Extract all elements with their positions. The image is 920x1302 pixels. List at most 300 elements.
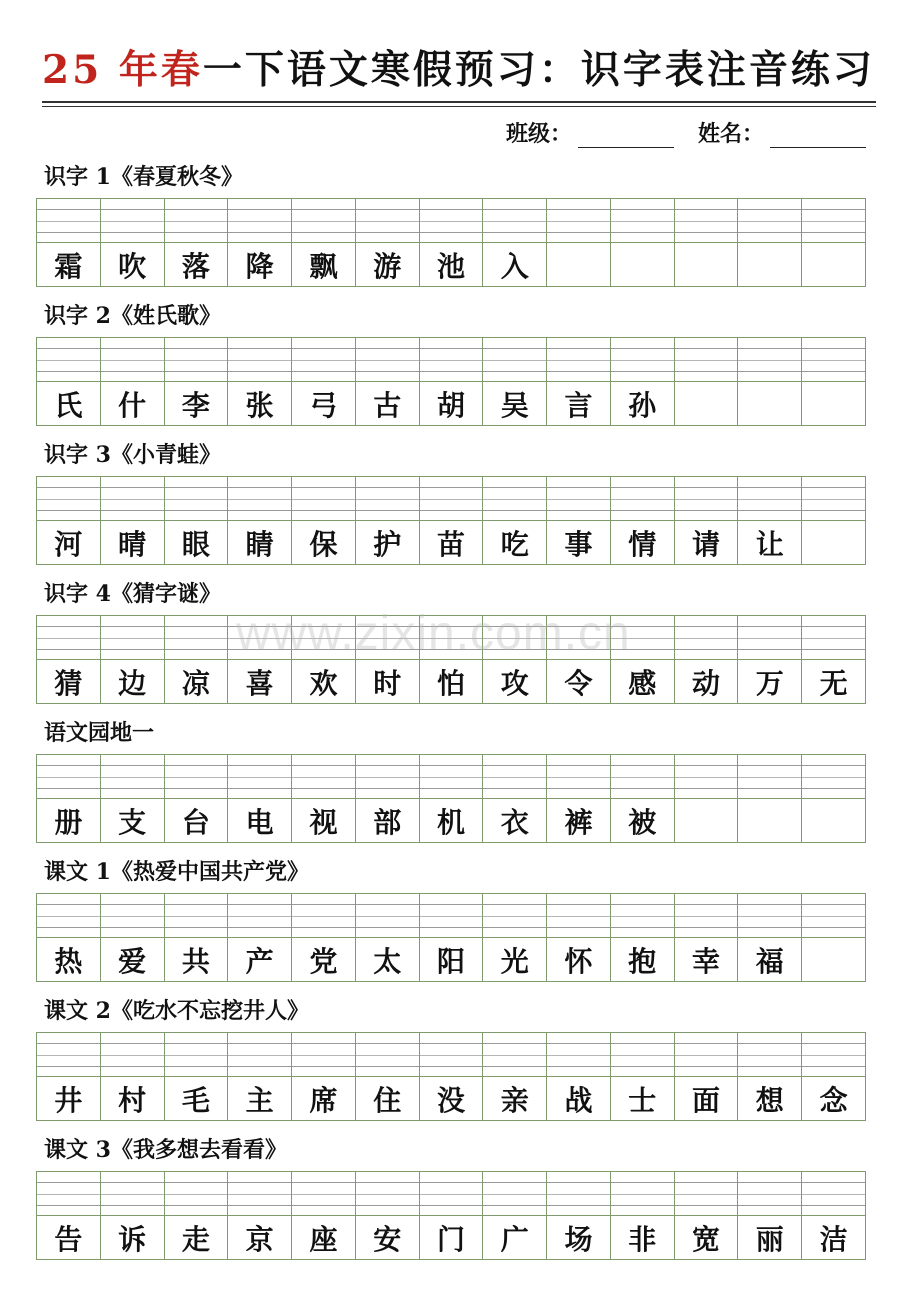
pinyin-lines[interactable] xyxy=(228,894,291,938)
pinyin-lines[interactable] xyxy=(420,1172,483,1216)
pinyin-lines[interactable] xyxy=(165,477,228,521)
student-info xyxy=(506,112,866,152)
pinyin-lines[interactable] xyxy=(611,1033,674,1077)
grid-cell xyxy=(356,755,420,842)
grid-cell xyxy=(292,894,356,981)
character-grid xyxy=(36,476,866,565)
grid-cell xyxy=(37,199,101,286)
pinyin-lines[interactable] xyxy=(483,755,546,799)
pinyin-lines[interactable] xyxy=(738,477,801,521)
grid-cell xyxy=(165,338,229,425)
character: 座 xyxy=(309,1222,338,1256)
grid-cell xyxy=(738,894,802,981)
pinyin-lines[interactable] xyxy=(738,199,801,243)
grid-cell xyxy=(738,199,802,286)
character: 言 xyxy=(564,388,593,422)
grid-cell xyxy=(101,755,165,842)
pinyin-lines[interactable] xyxy=(802,1033,865,1077)
pinyin-lines[interactable] xyxy=(483,1172,546,1216)
grid-cell xyxy=(101,1033,165,1120)
section-title: 课文 2《吃水不忘挖井人》 xyxy=(44,998,309,1024)
grid-cell xyxy=(356,894,420,981)
pinyin-lines[interactable] xyxy=(356,755,419,799)
grid-cell xyxy=(547,338,611,425)
character: 让 xyxy=(755,527,784,561)
pinyin-lines[interactable] xyxy=(37,616,100,660)
grid-cell xyxy=(802,199,865,286)
grid-cell xyxy=(292,1033,356,1120)
pinyin-lines[interactable] xyxy=(675,199,738,243)
character: 河 xyxy=(54,527,83,561)
pinyin-lines[interactable] xyxy=(483,616,546,660)
grid-cell xyxy=(547,894,611,981)
pinyin-lines[interactable] xyxy=(292,477,355,521)
pinyin-lines[interactable] xyxy=(547,477,610,521)
grid-cell xyxy=(101,616,165,703)
grid-cell xyxy=(228,616,292,703)
pinyin-lines[interactable] xyxy=(228,1033,291,1077)
character: 怕 xyxy=(436,666,465,700)
character: 李 xyxy=(181,388,210,422)
pinyin-lines[interactable] xyxy=(483,894,546,938)
grid-cell xyxy=(420,1172,484,1259)
pinyin-lines[interactable] xyxy=(356,199,419,243)
grid-cell xyxy=(611,199,675,286)
character: 机 xyxy=(436,805,465,839)
pinyin-lines[interactable] xyxy=(675,894,738,938)
character xyxy=(738,382,801,425)
pinyin-lines[interactable] xyxy=(101,1172,164,1216)
pinyin-lines[interactable] xyxy=(802,755,865,799)
character: 井 xyxy=(54,1083,83,1117)
pinyin-lines[interactable] xyxy=(292,199,355,243)
character: 丽 xyxy=(755,1222,784,1256)
pinyin-lines[interactable] xyxy=(101,338,164,382)
grid-cell xyxy=(37,755,101,842)
pinyin-lines[interactable] xyxy=(228,1172,291,1216)
grid-cell xyxy=(547,1033,611,1120)
character: 苗 xyxy=(436,527,465,561)
pinyin-lines[interactable] xyxy=(802,1172,865,1216)
character: 落 xyxy=(181,249,210,283)
pinyin-lines[interactable] xyxy=(165,616,228,660)
pinyin-lines[interactable] xyxy=(165,755,228,799)
pinyin-lines[interactable] xyxy=(420,616,483,660)
character: 念 xyxy=(819,1083,848,1117)
pinyin-lines[interactable] xyxy=(611,894,674,938)
character-grid xyxy=(36,337,866,426)
pinyin-lines[interactable] xyxy=(483,477,546,521)
character: 告 xyxy=(54,1222,83,1256)
grid-cell xyxy=(37,338,101,425)
pinyin-lines[interactable] xyxy=(802,616,865,660)
character: 欢 xyxy=(309,666,338,700)
pinyin-lines[interactable] xyxy=(292,1172,355,1216)
character xyxy=(802,382,865,425)
pinyin-lines[interactable] xyxy=(37,338,100,382)
grid-cell xyxy=(611,338,675,425)
character: 抱 xyxy=(628,944,657,978)
grid-cell xyxy=(611,477,675,564)
grid-cell xyxy=(802,1033,865,1120)
grid-cell xyxy=(356,1033,420,1120)
pinyin-lines[interactable] xyxy=(547,755,610,799)
character: 晴 xyxy=(118,527,147,561)
character xyxy=(675,799,738,842)
character: 战 xyxy=(564,1083,593,1117)
pinyin-lines[interactable] xyxy=(356,616,419,660)
character: 氏 xyxy=(54,388,83,422)
character: 被 xyxy=(628,805,657,839)
pinyin-lines[interactable] xyxy=(165,1172,228,1216)
character: 部 xyxy=(373,805,402,839)
character: 安 xyxy=(373,1222,402,1256)
grid-cell xyxy=(292,477,356,564)
character: 猜 xyxy=(54,666,83,700)
grid-cell xyxy=(356,338,420,425)
character: 京 xyxy=(245,1222,274,1256)
grid-cell xyxy=(292,1172,356,1259)
grid-cell xyxy=(611,616,675,703)
character: 住 xyxy=(373,1083,402,1117)
grid-cell xyxy=(802,755,865,842)
character: 亲 xyxy=(500,1083,529,1117)
character xyxy=(802,521,865,564)
character: 士 xyxy=(628,1083,657,1117)
section xyxy=(36,575,866,704)
pinyin-lines[interactable] xyxy=(37,755,100,799)
grid-cell xyxy=(228,1172,292,1259)
pinyin-lines[interactable] xyxy=(675,1172,738,1216)
character: 降 xyxy=(245,249,274,283)
grid-cell xyxy=(228,755,292,842)
pinyin-lines[interactable] xyxy=(547,199,610,243)
grid-cell xyxy=(675,338,739,425)
character: 电 xyxy=(245,805,274,839)
character: 动 xyxy=(692,666,721,700)
grid-cell xyxy=(292,199,356,286)
character: 宽 xyxy=(692,1222,721,1256)
character: 护 xyxy=(373,527,402,561)
grid-cell xyxy=(420,199,484,286)
grid-cell xyxy=(738,755,802,842)
grid-cell xyxy=(738,1172,802,1259)
character xyxy=(547,243,610,286)
pinyin-lines[interactable] xyxy=(101,477,164,521)
pinyin-lines[interactable] xyxy=(738,1172,801,1216)
section xyxy=(36,158,866,287)
grid-cell xyxy=(37,1172,101,1259)
pinyin-lines[interactable] xyxy=(802,338,865,382)
pinyin-lines[interactable] xyxy=(611,755,674,799)
grid-cell xyxy=(37,894,101,981)
character: 党 xyxy=(309,944,338,978)
grid-cell xyxy=(738,1033,802,1120)
grid-cell xyxy=(420,894,484,981)
grid-cell xyxy=(611,894,675,981)
character: 喜 xyxy=(245,666,274,700)
grid-cell xyxy=(738,477,802,564)
character: 主 xyxy=(245,1083,274,1117)
grid-cell xyxy=(101,894,165,981)
character-grid xyxy=(36,893,866,982)
pinyin-lines[interactable] xyxy=(292,616,355,660)
character: 池 xyxy=(436,249,465,283)
pinyin-lines[interactable] xyxy=(228,477,291,521)
character-grid xyxy=(36,615,866,704)
page-title xyxy=(42,42,882,98)
pinyin-lines[interactable] xyxy=(483,1033,546,1077)
pinyin-lines[interactable] xyxy=(356,338,419,382)
pinyin-lines[interactable] xyxy=(165,199,228,243)
character: 感 xyxy=(628,666,657,700)
pinyin-lines[interactable] xyxy=(356,477,419,521)
character: 飘 xyxy=(309,249,338,283)
pinyin-lines[interactable] xyxy=(802,894,865,938)
pinyin-lines[interactable] xyxy=(101,755,164,799)
pinyin-lines[interactable] xyxy=(675,477,738,521)
character xyxy=(675,382,738,425)
grid-cell xyxy=(483,1172,547,1259)
pinyin-lines[interactable] xyxy=(483,199,546,243)
pinyin-lines[interactable] xyxy=(675,1033,738,1077)
pinyin-lines[interactable] xyxy=(165,338,228,382)
character: 万 xyxy=(755,666,784,700)
class-blank[interactable] xyxy=(578,123,674,148)
pinyin-lines[interactable] xyxy=(37,1172,100,1216)
character-grid xyxy=(36,754,866,843)
grid-cell xyxy=(165,1172,229,1259)
section-title: 识字 4《猜字谜》 xyxy=(44,581,221,607)
pinyin-lines[interactable] xyxy=(611,1172,674,1216)
section xyxy=(36,992,866,1121)
character xyxy=(802,243,865,286)
character xyxy=(611,243,674,286)
grid-cell xyxy=(483,477,547,564)
pinyin-lines[interactable] xyxy=(228,338,291,382)
character: 边 xyxy=(118,666,147,700)
pinyin-lines[interactable] xyxy=(292,894,355,938)
grid-cell xyxy=(802,338,865,425)
pinyin-lines[interactable] xyxy=(738,1033,801,1077)
grid-cell xyxy=(228,338,292,425)
character: 爱 xyxy=(118,944,147,978)
pinyin-lines[interactable] xyxy=(611,616,674,660)
pinyin-lines[interactable] xyxy=(165,1033,228,1077)
pinyin-lines[interactable] xyxy=(547,616,610,660)
pinyin-lines[interactable] xyxy=(738,755,801,799)
character-grid xyxy=(36,1032,866,1121)
pinyin-lines[interactable] xyxy=(101,894,164,938)
grid-cell xyxy=(547,1172,611,1259)
pinyin-lines[interactable] xyxy=(228,755,291,799)
character xyxy=(738,243,801,286)
character: 睛 xyxy=(245,527,274,561)
character: 阳 xyxy=(436,944,465,978)
pinyin-lines[interactable] xyxy=(356,1172,419,1216)
watermark: www.zixin.com.cn xyxy=(236,607,631,660)
grid-cell xyxy=(738,338,802,425)
character: 霜 xyxy=(54,249,83,283)
grid-cell xyxy=(165,616,229,703)
grid-cell xyxy=(356,1172,420,1259)
grid-cell xyxy=(292,755,356,842)
character: 攻 xyxy=(500,666,529,700)
character: 情 xyxy=(628,527,657,561)
character: 光 xyxy=(500,944,529,978)
pinyin-lines[interactable] xyxy=(738,894,801,938)
grid-cell xyxy=(611,1172,675,1259)
character: 吴 xyxy=(500,388,529,422)
title-rule-thick xyxy=(42,101,876,103)
pinyin-lines[interactable] xyxy=(802,199,865,243)
name-label: 姓名： xyxy=(697,120,764,147)
grid-cell xyxy=(611,1033,675,1120)
character-grid xyxy=(36,1171,866,1260)
grid-cell xyxy=(228,894,292,981)
title-rule-thin xyxy=(42,106,876,107)
character: 台 xyxy=(181,805,210,839)
grid-cell xyxy=(292,616,356,703)
pinyin-lines[interactable] xyxy=(101,199,164,243)
grid-cell xyxy=(675,616,739,703)
pinyin-lines[interactable] xyxy=(675,755,738,799)
character: 热 xyxy=(54,944,83,978)
pinyin-lines[interactable] xyxy=(738,616,801,660)
pinyin-lines[interactable] xyxy=(292,338,355,382)
character: 视 xyxy=(309,805,338,839)
pinyin-lines[interactable] xyxy=(611,338,674,382)
grid-cell xyxy=(420,1033,484,1120)
grid-cell xyxy=(356,199,420,286)
grid-cell xyxy=(675,894,739,981)
grid-cell xyxy=(165,1033,229,1120)
character: 入 xyxy=(500,249,529,283)
pinyin-lines[interactable] xyxy=(165,894,228,938)
pinyin-lines[interactable] xyxy=(675,616,738,660)
pinyin-lines[interactable] xyxy=(420,477,483,521)
character: 场 xyxy=(564,1222,593,1256)
section xyxy=(36,714,866,843)
grid-cell xyxy=(547,755,611,842)
character: 幸 xyxy=(692,944,721,978)
grid-cell xyxy=(356,477,420,564)
grid-cell xyxy=(101,199,165,286)
character: 席 xyxy=(309,1083,338,1117)
pinyin-lines[interactable] xyxy=(483,338,546,382)
class-label: 班级： xyxy=(505,120,572,147)
grid-cell xyxy=(37,477,101,564)
pinyin-lines[interactable] xyxy=(101,1033,164,1077)
pinyin-lines[interactable] xyxy=(356,1033,419,1077)
pinyin-lines[interactable] xyxy=(547,1033,610,1077)
title-main: 一下语文寒假预习：识字表注音练习 xyxy=(202,47,875,93)
pinyin-lines[interactable] xyxy=(802,477,865,521)
pinyin-lines[interactable] xyxy=(420,755,483,799)
pinyin-lines[interactable] xyxy=(547,338,610,382)
pinyin-lines[interactable] xyxy=(420,894,483,938)
character: 门 xyxy=(436,1222,465,1256)
character: 裤 xyxy=(564,805,593,839)
section xyxy=(36,436,866,565)
character: 福 xyxy=(755,944,784,978)
pinyin-lines[interactable] xyxy=(611,199,674,243)
grid-cell xyxy=(483,755,547,842)
grid-cell xyxy=(37,616,101,703)
character: 衣 xyxy=(500,805,529,839)
grid-cell xyxy=(228,477,292,564)
character: 产 xyxy=(245,944,274,978)
pinyin-lines[interactable] xyxy=(675,338,738,382)
character: 没 xyxy=(436,1083,465,1117)
grid-cell xyxy=(802,477,865,564)
pinyin-lines[interactable] xyxy=(37,199,100,243)
pinyin-lines[interactable] xyxy=(611,477,674,521)
grid-cell xyxy=(547,477,611,564)
character: 广 xyxy=(500,1222,529,1256)
pinyin-lines[interactable] xyxy=(420,338,483,382)
grid-cell xyxy=(420,338,484,425)
grid-cell xyxy=(101,477,165,564)
character xyxy=(802,799,865,842)
grid-cell xyxy=(483,199,547,286)
grid-cell xyxy=(675,199,739,286)
grid-cell xyxy=(228,199,292,286)
pinyin-lines[interactable] xyxy=(37,477,100,521)
pinyin-lines[interactable] xyxy=(547,894,610,938)
pinyin-lines[interactable] xyxy=(356,894,419,938)
section-title: 识字 2《姓氏歌》 xyxy=(44,303,221,329)
pinyin-lines[interactable] xyxy=(420,199,483,243)
pinyin-lines[interactable] xyxy=(420,1033,483,1077)
character: 胡 xyxy=(436,388,465,422)
grid-cell xyxy=(165,755,229,842)
pinyin-lines[interactable] xyxy=(37,894,100,938)
grid-cell xyxy=(420,616,484,703)
pinyin-lines[interactable] xyxy=(547,1172,610,1216)
name-blank[interactable] xyxy=(770,123,866,148)
character: 吹 xyxy=(118,249,147,283)
character: 毛 xyxy=(181,1083,210,1117)
character: 面 xyxy=(692,1083,721,1117)
section-title: 识字 3《小青蛙》 xyxy=(44,442,221,468)
pinyin-lines[interactable] xyxy=(37,1033,100,1077)
character: 孙 xyxy=(628,388,657,422)
character: 太 xyxy=(373,944,402,978)
character xyxy=(738,799,801,842)
pinyin-lines[interactable] xyxy=(738,338,801,382)
pinyin-lines[interactable] xyxy=(101,616,164,660)
character: 保 xyxy=(309,527,338,561)
grid-cell xyxy=(101,1172,165,1259)
character: 共 xyxy=(181,944,210,978)
section xyxy=(36,1131,866,1260)
character: 诉 xyxy=(118,1222,147,1256)
character: 支 xyxy=(118,805,147,839)
grid-cell xyxy=(802,894,865,981)
pinyin-lines[interactable] xyxy=(228,199,291,243)
character: 想 xyxy=(755,1083,784,1117)
grid-cell xyxy=(802,616,865,703)
pinyin-lines[interactable] xyxy=(228,616,291,660)
pinyin-lines[interactable] xyxy=(292,755,355,799)
grid-cell xyxy=(547,199,611,286)
grid-cell xyxy=(292,338,356,425)
character-grid xyxy=(36,198,866,287)
pinyin-lines[interactable] xyxy=(292,1033,355,1077)
character: 村 xyxy=(118,1083,147,1117)
grid-cell xyxy=(228,1033,292,1120)
